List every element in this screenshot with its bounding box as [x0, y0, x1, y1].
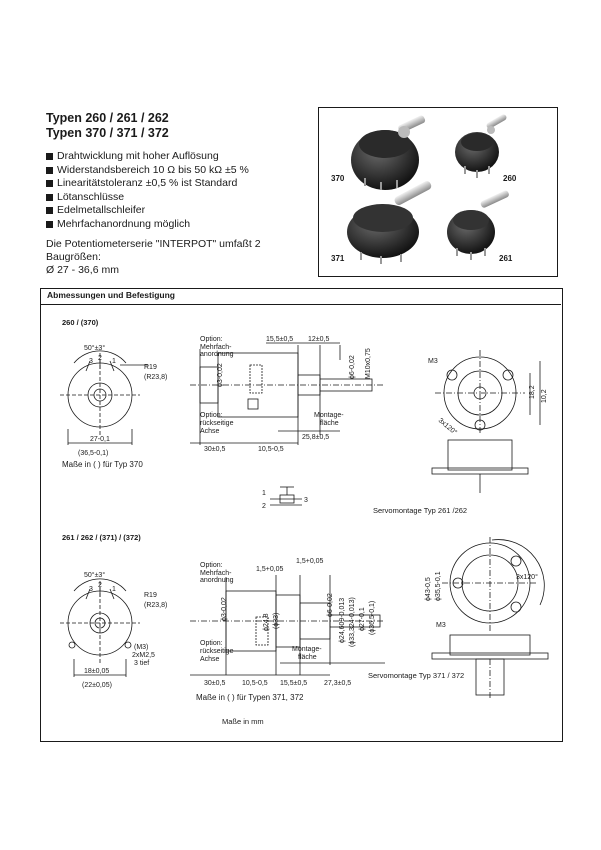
s2-phi355: ϕ35,5-0,1 [435, 571, 442, 601]
feature-item: Drahtwicklung mit hoher Auflösung [46, 150, 249, 164]
s2-r238-label: (R23,8) [144, 602, 168, 609]
s2-phi3: ϕ3-0,02 [221, 597, 228, 621]
s1-phi6: ϕ6-0,02 [349, 355, 356, 379]
feature-list [46, 150, 249, 231]
s2-montage: Montage- [292, 646, 322, 653]
s1-dim-258: 25,8±0,5 [302, 434, 330, 441]
front-view-260-drawing [60, 351, 148, 445]
title-line-1: Typen 260 / 261 / 262 [46, 111, 169, 125]
section-2-title: 261 / 262 / (371) / (372) [62, 533, 141, 542]
circuit-pin-1: 1 [262, 490, 266, 497]
dimensions-header-title: Abmessungen und Befestigung [47, 290, 175, 300]
s2-phi24609: ϕ24,609-0,013 [339, 597, 346, 643]
s2-option-top-3: anordnung [200, 577, 234, 584]
s1-r238-label: (R23,8) [144, 374, 168, 381]
s1-dim-105: 10,5-0,5 [258, 446, 284, 453]
bullet-square-icon [46, 153, 53, 160]
s2-m3: (M3) [134, 644, 149, 651]
feature-item: Lötanschlüsse [46, 191, 249, 205]
s1-flaeche: fläche [320, 420, 339, 427]
s2-r19-label: R19 [144, 592, 157, 599]
feature-item: Edelmetallschleifer [46, 204, 249, 218]
circuit-symbol-drawing [270, 487, 302, 505]
title-line-2: Typen 370 / 371 / 372 [46, 126, 169, 140]
feature-item: Widerstandsbereich 10 Ω bis 50 kΩ ±5 % [46, 164, 249, 178]
s2-m3b: M3 [436, 622, 446, 629]
photo-label-261: 261 [499, 254, 513, 263]
bullet-square-icon [46, 167, 53, 174]
bullet-square-icon [46, 194, 53, 201]
servo-caption-261-262: Servomontage Typ 261 /262 [373, 506, 468, 515]
potentiometer-370-image [351, 115, 426, 190]
potentiometer-371-image [347, 180, 433, 264]
circuit-pin-3: 3 [304, 497, 308, 504]
potentiometer-261-image [447, 190, 510, 260]
intro-line-1: Die Potentiometerserie "INTERPOT" umfaßt 2 Baugrößen: [46, 238, 261, 263]
s2-option-top: Option: [200, 562, 223, 569]
s2-dim-155: 15,5±0,5 [280, 680, 308, 687]
s2-flaeche: fläche [298, 654, 317, 661]
s2-pin-2: 2 [98, 582, 102, 589]
s1-m10: M10x0,75 [365, 348, 372, 379]
s2-phi365: (ϕ36,5-0,1) [369, 600, 376, 635]
servo-caption-371-372: Servomontage Typ 371 / 372 [368, 671, 465, 680]
bullet-square-icon [46, 180, 53, 187]
s2-phi33324: (ϕ33,324-0,013) [349, 597, 356, 647]
s2-phi248: ϕ24,8 [263, 613, 270, 631]
s2-dim-105: 10,5-0,5 [242, 680, 268, 687]
s2-pin-1: 1 [112, 586, 116, 593]
s2-dim-30: 30±0,5 [204, 680, 226, 687]
s1-option-bottom: Option: [200, 412, 223, 419]
technical-drawings [40, 305, 561, 740]
s1-montage: Montage- [314, 412, 344, 419]
s1-d102: 10,2 [541, 389, 548, 403]
intro-line-2: Ø 27 - 36,6 mm [46, 264, 119, 276]
bullet-square-icon [46, 207, 53, 214]
s1-angle-3x120: 3x120° [436, 417, 458, 437]
dimensions-header [40, 288, 561, 305]
front-view-261-drawing [60, 579, 140, 677]
units-note: Maße in mm [222, 717, 264, 726]
s2-phi435: ϕ43-0,5 [425, 577, 432, 601]
s2-option-bottom: Option: [200, 640, 223, 647]
s1-dim-155: 15,5±0,5 [266, 336, 294, 343]
photo-label-260: 260 [503, 174, 517, 183]
product-photo-illustration [319, 108, 557, 276]
s1-phi3: ϕ3-0,02 [217, 363, 224, 387]
s2-width-18: 18±0,05 [84, 668, 110, 675]
s1-width-365: (36,5-0,1) [78, 450, 109, 457]
s1-option-top-3: anordnung [200, 351, 234, 358]
note-typen-371-372: Maße in ( ) für Typen 371, 372 [196, 693, 304, 702]
note-typ-370: Maße in ( ) für Typ 370 [62, 460, 143, 469]
s2-dim-15b: 1,5+0,05 [296, 558, 324, 565]
feature-item: Linearitätstoleranz ±0,5 % ist Standard [46, 177, 249, 191]
s2-option-top-2: Mehrfach- [200, 570, 232, 577]
s1-option-top: Option: [200, 336, 223, 343]
bullet-square-icon [46, 221, 53, 228]
s2-option-bottom-3: Achse [200, 656, 220, 663]
s1-option-bottom-3: Achse [200, 428, 220, 435]
s2-phi6: ϕ6-0,02 [327, 593, 334, 617]
section-1-title: 260 / (370) [62, 318, 99, 327]
feature-item: Mehrfachanordnung möglich [46, 218, 249, 232]
s1-pin-1: 1 [112, 358, 116, 365]
s2-m25: 2xM2,5 [132, 652, 155, 659]
s1-option-bottom-2: rückseitige [200, 420, 234, 427]
s2-dim-273: 27,3±0,5 [324, 680, 352, 687]
photo-label-371: 371 [331, 254, 345, 263]
s1-angle-label: 50°±3° [84, 345, 106, 352]
s1-dim-12: 12±0,5 [308, 336, 330, 343]
s2-pin-3: 3 [89, 586, 93, 593]
s1-pin-3: 3 [89, 358, 93, 365]
s1-m3: M3 [428, 358, 438, 365]
s2-phi27: ϕ27-0,1 [359, 607, 366, 631]
circuit-pin-2: 2 [262, 503, 266, 510]
intro-text [46, 238, 316, 277]
s1-r19-label: R19 [144, 364, 157, 371]
s2-angle-3x120: 3x120° [516, 574, 538, 581]
s1-dim-30: 30±0,5 [204, 446, 226, 453]
s2-width-22: (22±0,05) [82, 682, 112, 689]
s1-option-top-2: Mehrfach- [200, 344, 232, 351]
s1-width-27: 27-0,1 [90, 436, 110, 443]
product-photo-box [318, 107, 558, 277]
potentiometer-260-image [455, 113, 508, 178]
s1-d182: 18,2 [529, 385, 536, 399]
photo-label-370: 370 [331, 174, 345, 183]
s2-dim-15a: 1,5+0,05 [256, 566, 284, 573]
s1-pin-2: 2 [98, 355, 102, 362]
servo-mount-261-drawing [432, 350, 540, 493]
s2-tief: 3 tief [134, 660, 150, 667]
s2-option-bottom-2: rückseitige [200, 648, 234, 655]
s2-angle-label: 50°±3° [84, 572, 106, 579]
s2-phi33: (ϕ33) [273, 612, 280, 629]
